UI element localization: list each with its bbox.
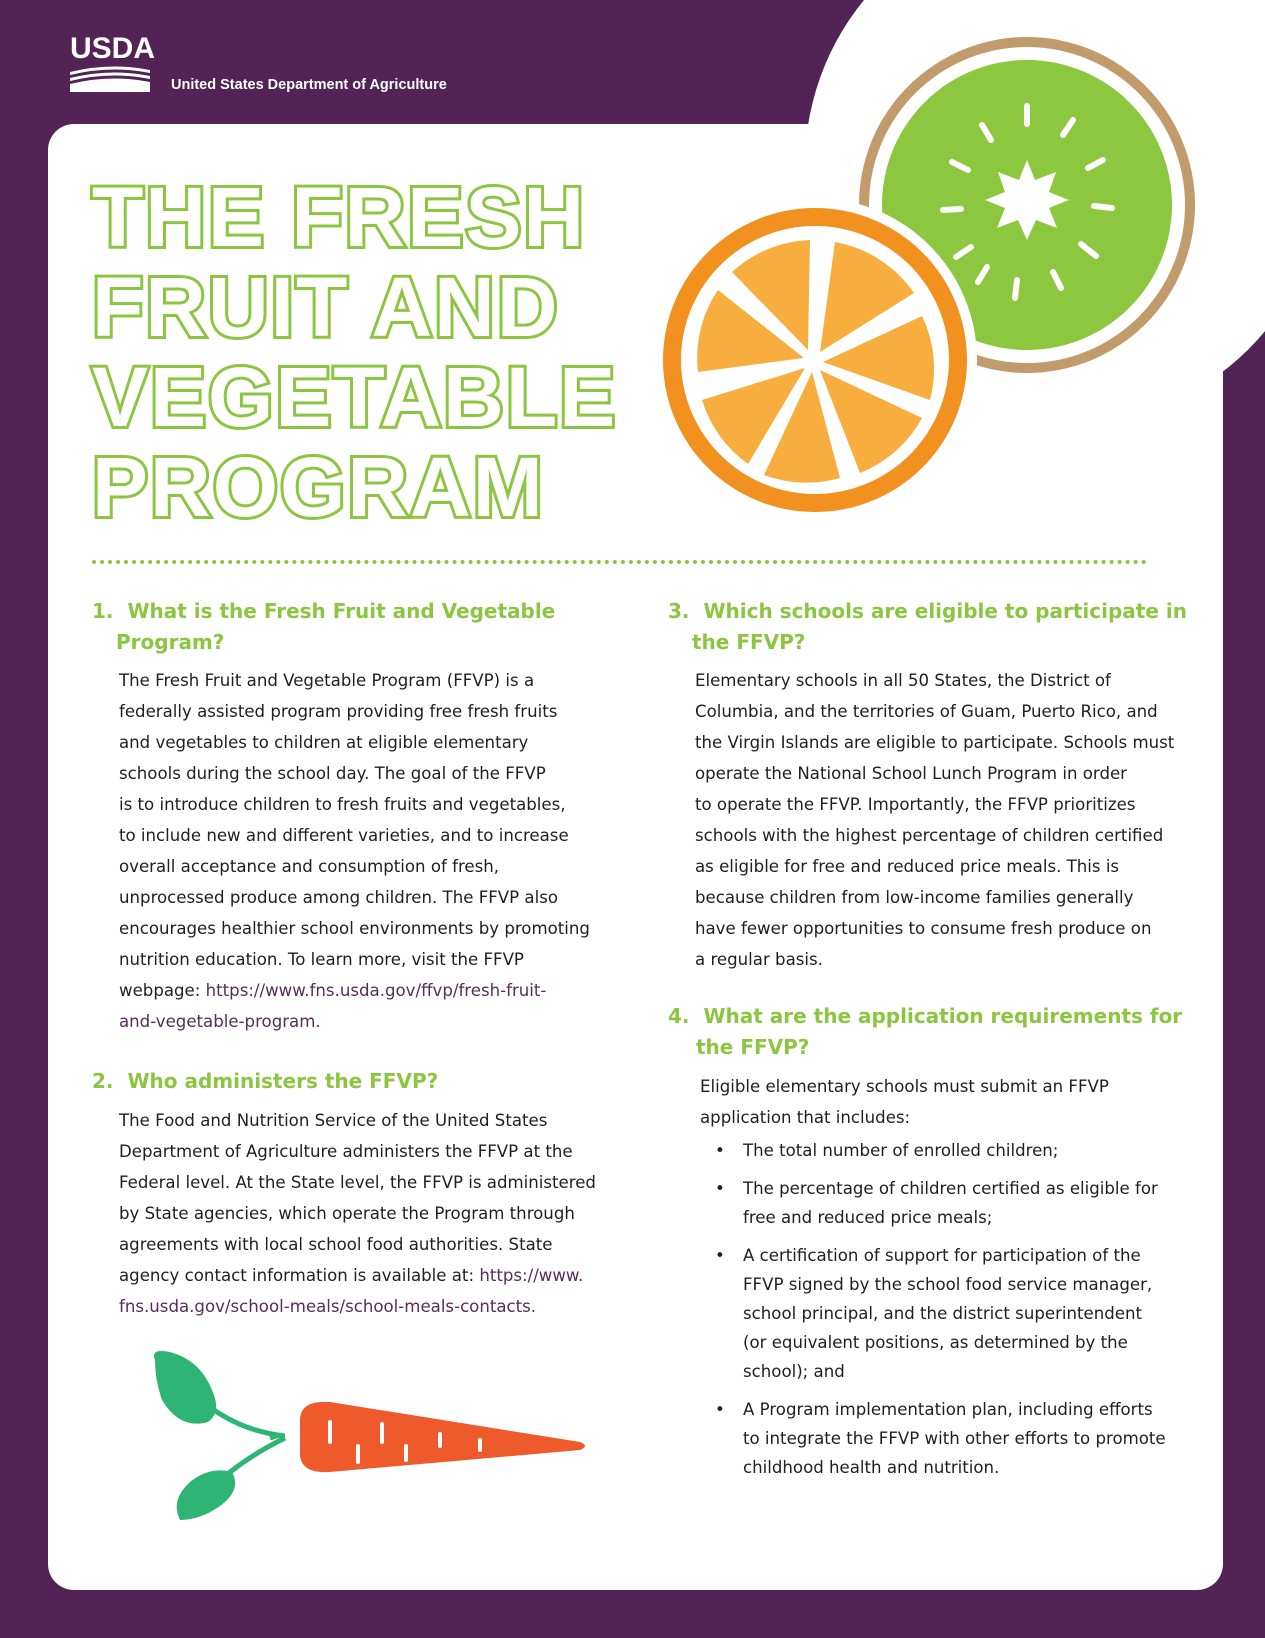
q3-line: Columbia, and the territories of Guam, Puerto Rico, and (695, 702, 1158, 721)
usda-logo-text: USDA (70, 32, 156, 65)
q1-title-line1: What is the Fresh Fruit and Vegetable (127, 599, 556, 623)
list-item (715, 1136, 1166, 1165)
q2-link-prefix: agency contact information is available at: (119, 1266, 480, 1285)
list-item-line: (or equivalent positions, as determined by the (743, 1333, 1128, 1352)
list-item-line: free and reduced price meals; (743, 1208, 993, 1227)
q3-line: to operate the FFVP. Importantly, the FFVP prioritizes (695, 795, 1136, 814)
q3-line: Elementary schools in all 50 States, the District of (695, 671, 1111, 690)
usda-logo-icon (70, 64, 150, 92)
list-item-line: FFVP signed by the school food service manager, (743, 1275, 1153, 1294)
q4-title-line2: the FFVP? (696, 1035, 810, 1059)
list-item-line: school); and (743, 1362, 845, 1381)
q1-title-line2: Program? (116, 630, 225, 654)
q2-heading (92, 1066, 438, 1097)
q2-line: Department of Agriculture administers the FFVP at the (119, 1142, 573, 1161)
list-item (715, 1174, 1166, 1232)
q3-line: because children from low-income families generally (695, 888, 1134, 907)
q2-body (119, 1105, 596, 1322)
list-item-line: • A Program implementation plan, including efforts (743, 1400, 1153, 1419)
q3-heading (668, 596, 1187, 658)
q1-line: federally assisted program providing free fresh fruits (119, 702, 558, 721)
q2-line: Federal level. At the State level, the FFVP is administered (119, 1173, 596, 1192)
q3-line: operate the National School Lunch Program in order (695, 764, 1128, 783)
dotted-divider (92, 560, 1147, 564)
q1-line: schools during the school day. The goal of the FFVP (119, 764, 546, 783)
q2-line: by State agencies, which operate the Program through (119, 1204, 575, 1223)
q3-number: 3. (668, 599, 690, 623)
q3-line: as eligible for free and reduced price meals. This is (695, 857, 1120, 876)
list-item-line: • A certification of support for participation of the (743, 1246, 1141, 1265)
title-line: FRUIT AND (92, 260, 560, 354)
orange-icon (660, 198, 977, 520)
department-name: United States Department of Agriculture (171, 77, 447, 93)
contacts-link-cont[interactable]: fns.usda.gov/school-meals/school-meals-contacts. (119, 1297, 537, 1316)
q4-intro-line: Eligible elementary schools must submit an FFVP (700, 1077, 1109, 1096)
q2-number: 2. (92, 1069, 114, 1093)
q4-intro (700, 1071, 1109, 1133)
ffvp-webpage-link-cont[interactable]: and-vegetable-program. (119, 1012, 321, 1031)
q1-link-prefix: webpage: (119, 981, 206, 1000)
q1-line: overall acceptance and consumption of fresh, (119, 857, 500, 876)
contacts-link[interactable]: https://www. (479, 1266, 584, 1285)
title-line: THE FRESH (92, 170, 587, 264)
list-item-line: school principal, and the district superintendent (743, 1304, 1143, 1323)
title-line: PROGRAM (92, 440, 545, 534)
ffvp-webpage-link[interactable]: https://www.fns.usda.gov/ffvp/fresh-fruit- (205, 981, 547, 1000)
q1-number: 1. (92, 599, 114, 623)
q1-line: encourages healthier school environments by promoting (119, 919, 590, 938)
q3-title-line1: Which schools are eligible to participate in (703, 599, 1187, 623)
q2-line: The Food and Nutrition Service of the United States (119, 1111, 548, 1130)
q4-heading (668, 1001, 1182, 1063)
list-item-line: • The percentage of children certified as eligible for (743, 1179, 1158, 1198)
q1-line: is to introduce children to fresh fruits and vegetables, (119, 795, 566, 814)
q3-line: have fewer opportunities to consume fresh produce on (695, 919, 1152, 938)
fruit-illustration (660, 20, 1220, 520)
title-line: VEGETABLE (92, 350, 618, 444)
q3-line: schools with the highest percentage of children certified (695, 826, 1164, 845)
list-item (715, 1395, 1166, 1482)
q1-body (119, 665, 590, 1037)
q3-title-line2: the FFVP? (692, 630, 806, 654)
q3-line: the Virgin Islands are eligible to participate. Schools must (695, 733, 1175, 752)
q1-line: The Fresh Fruit and Vegetable Program (FFVP) is a (119, 671, 535, 690)
page-title (92, 172, 617, 532)
q4-intro-line: application that includes: (700, 1108, 911, 1127)
carrot-icon (150, 1350, 590, 1520)
list-item (715, 1241, 1166, 1386)
q2-line: agreements with local school food authorities. State (119, 1235, 553, 1254)
q2-title-line1: Who administers the FFVP? (127, 1069, 439, 1093)
q1-line: and vegetables to children at eligible elementary (119, 733, 529, 752)
q4-number: 4. (668, 1004, 690, 1028)
q1-heading (92, 596, 555, 658)
q1-line: unprocessed produce among children. The FFVP also (119, 888, 558, 907)
q3-line: a regular basis. (695, 950, 823, 969)
q1-line: to include new and different varieties, and to increase (119, 826, 569, 845)
q1-line: nutrition education. To learn more, visit the FFVP (119, 950, 524, 969)
list-item-line: childhood health and nutrition. (743, 1458, 1000, 1477)
q3-body (695, 665, 1174, 975)
q4-title-line1: What are the application requirements for (703, 1004, 1183, 1028)
list-item-line: • The total number of enrolled children; (743, 1141, 1059, 1160)
list-item-line: to integrate the FFVP with other efforts to promote (743, 1429, 1166, 1448)
requirements-list (715, 1136, 1166, 1482)
